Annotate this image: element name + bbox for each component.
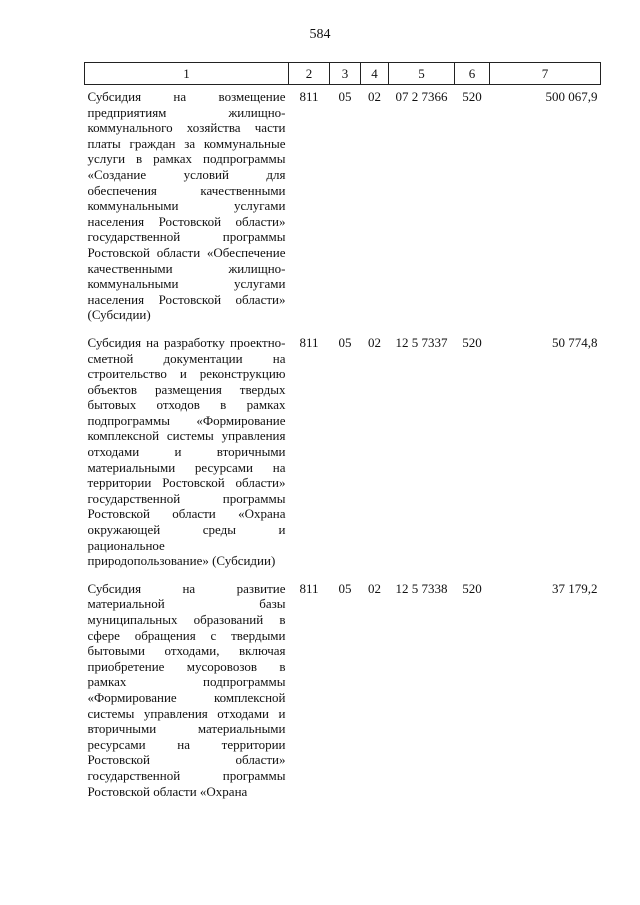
- table-row: [85, 335, 601, 581]
- row-expense-type: 520: [462, 334, 482, 350]
- row-subsection-code: 02: [368, 334, 381, 350]
- row-target-code: 12 5 7338: [395, 580, 448, 596]
- table-header-row: [85, 63, 601, 85]
- row-description: Субсидия на возмещение предприятиям жилищно-коммунального хозяйства части платы граждан за коммунальные услуги в рамках подпрограммы «Создание условий для обеспечения качественными коммунальными услугами населения Ростовской области» государственной программы Ростовской области «Обеспечение качественными жилищно-коммунальными услугами населения Ростовской области» (Субсидии): [87, 89, 286, 323]
- table-row: [85, 85, 601, 335]
- row-description: Субсидия на развитие материальной базы муниципальных образований в сфере обращения с твердыми бытовыми отходами, включая приобретение мусоровозов в рамках подпрограммы «Формирование комплексной системы управления отходами и вторичными материальными ресурсами на территории Ростовской области» государственной программы Ростовской области «Охрана: [87, 580, 286, 799]
- column-header: 2: [289, 63, 330, 85]
- column-header: 4: [361, 63, 389, 85]
- row-ministry-code: 811: [299, 334, 319, 350]
- row-amount: 37 179,2: [552, 580, 598, 596]
- row-section-code: 05: [338, 89, 352, 104]
- row-target-code: 07 2 7366: [395, 89, 448, 104]
- column-header: 7: [490, 63, 601, 85]
- row-subsection-code: 02: [368, 89, 381, 104]
- row-section-code: 05: [338, 580, 352, 596]
- row-ministry-code: 811: [299, 580, 319, 596]
- row-ministry-code: 811: [299, 89, 319, 104]
- row-expense-type: 520: [462, 580, 482, 596]
- row-subsection-code: 02: [368, 580, 381, 596]
- column-header: 5: [389, 63, 455, 85]
- column-header: 3: [330, 63, 361, 85]
- row-amount: 500 067,9: [545, 89, 598, 104]
- column-header: 1: [85, 63, 289, 85]
- row-description: Субсидия на разработку проектно-сметной документации на строительство и реконструкцию объектов размещения твердых бытовых отходов в рамках подпрограммы «Формирование комплексной системы управления отходами и вторичными материальными ресурсами на территории Ростовской области» государственной программы Ростовской области «Охрана окружающей среды и рациональное природопользование» (Субсидии): [87, 334, 286, 569]
- table-row: [85, 581, 601, 811]
- row-expense-type: 520: [462, 89, 482, 104]
- row-section-code: 05: [338, 334, 352, 350]
- column-header: 6: [455, 63, 490, 85]
- budget-table: [84, 62, 601, 811]
- row-amount: 50 774,8: [552, 334, 598, 350]
- row-target-code: 12 5 7337: [395, 334, 448, 350]
- page-number: 584: [309, 27, 331, 42]
